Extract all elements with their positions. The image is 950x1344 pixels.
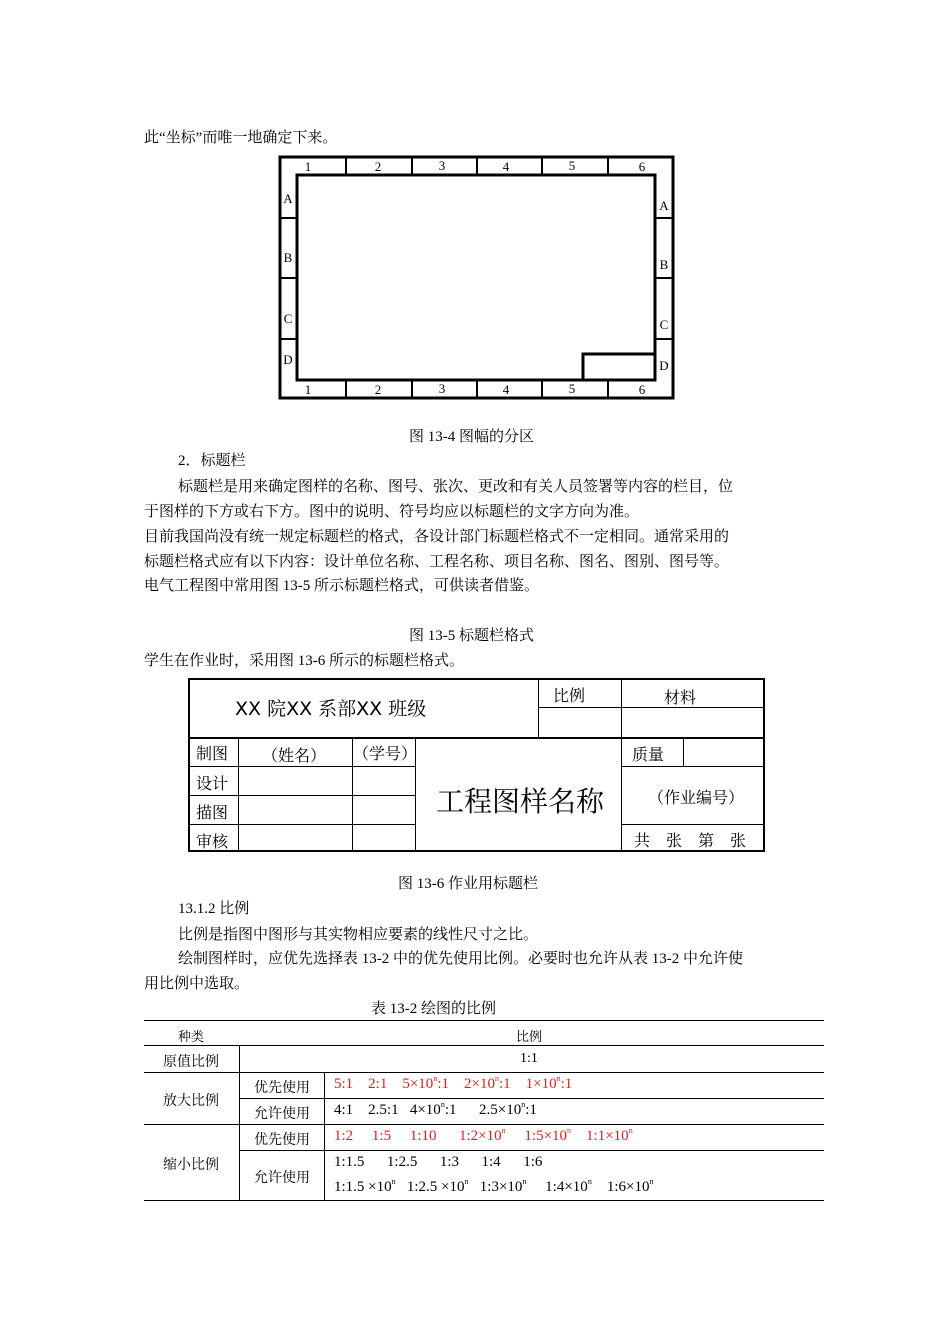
original-scale-label: 原值比例 [163, 1055, 219, 1070]
reduce-allowed-values-line2: 1:1.5 $\times 10^n$ 1:2.5 $\times 10^n$ $1:3\times 10^n$ $1:4\times 10^n$ $1:6\times 10^n$ [334, 1177, 654, 1195]
left-row-b: B [283, 250, 293, 265]
top-col-6: 6 [638, 159, 646, 174]
section-1312-heading: 13.1.2 比例 [178, 901, 250, 917]
title-block [188, 678, 765, 852]
top-col-5: 5 [568, 158, 576, 173]
left-row-a: A [283, 191, 293, 206]
enlarge-allowed-values: 4:1 2.5:1 $4\times 10^n:1$ $2.5\times 10^n:1$ [334, 1100, 537, 1118]
header-kind: 种类 [178, 1029, 205, 1044]
student-id-placeholder: （学号） [353, 744, 418, 763]
para4-line2: 用比例中选取。 [144, 976, 250, 992]
bottom-col-4: 4 [502, 382, 510, 397]
reduce-preferred-values: 1:2 1:5 1:10 $1:2\times 10^n$ $1:5\times 10^n$ $1:1\times 10^n$ [334, 1126, 633, 1144]
original-scale-value: 1:1 [520, 1051, 538, 1066]
enlarge-preferred-values: 5:1 2:1 $5\times 10^n:1$ $2\times 10^n:1$ $1\times 10^n:1$ [334, 1074, 573, 1092]
bottom-col-2: 2 [374, 382, 382, 397]
job-number: （作业编号） [648, 788, 745, 807]
right-row-c: C [659, 317, 669, 332]
left-row-c: C [283, 311, 293, 326]
top-col-2: 2 [374, 159, 382, 174]
para2-line2: 标题栏格式应有以下内容：设计单位名称、工程名称、项目名称、图名、图别、图号等。 [144, 554, 730, 570]
bottom-col-6: 6 [638, 382, 646, 397]
sheets-label: 共 张 第 张 [634, 831, 747, 850]
trace-label: 描图 [196, 803, 229, 822]
frame-zoning-figure [278, 155, 676, 401]
school-class-label: XX 院XX 系部XX 班级 [235, 698, 427, 720]
material-label: 材料 [664, 688, 697, 707]
fig5-caption: 图 13-5 标题栏格式 [409, 628, 534, 644]
reduce-preferred-label: 优先使用 [254, 1133, 310, 1148]
mass-label: 质量 [632, 745, 665, 764]
right-row-d: D [659, 358, 669, 373]
top-col-1: 1 [304, 159, 312, 174]
para2-line1: 目前我国尚没有统一规定标题栏的格式，各设计部门标题栏格式不一定相同。通常采用的 [144, 529, 730, 545]
para1-line2: 于图样的下方或右下方。图中的说明、符号均应以标题栏的文字方向为准。 [144, 504, 640, 520]
scale-label: 比例 [553, 686, 586, 705]
bottom-col-3: 3 [438, 381, 446, 396]
drawn-label: 制图 [196, 744, 229, 763]
section-2-heading: 2．标题栏 [178, 453, 246, 469]
reduce-scale-label: 缩小比例 [163, 1158, 219, 1173]
fig4-caption: 图 13-4 图幅的分区 [409, 429, 534, 445]
student-line: 学生在作业时，采用图 13-6 所示的标题栏格式。 [144, 653, 464, 669]
top-col-3: 3 [438, 158, 446, 173]
top-col-4: 4 [502, 159, 510, 174]
para1-line1: 标题栏是用来确定图样的名称、图号、张次、更改和有关人员签署等内容的栏目，位 [178, 479, 734, 495]
bottom-col-5: 5 [568, 381, 576, 396]
right-row-b: B [659, 257, 669, 272]
reduce-allowed-values-line1: 1:1.5 1:2.5 1:3 1:4 1:6 [334, 1154, 543, 1170]
left-row-d: D [283, 352, 293, 367]
para3: 比例是指图中图形与其实物相应要素的线性尺寸之比。 [178, 927, 539, 943]
header-ratio: 比例 [516, 1029, 543, 1044]
review-label: 审核 [196, 832, 229, 851]
intro-line: 此“坐标”而唯一地确定下来。 [144, 130, 338, 146]
right-row-a: A [659, 198, 669, 213]
design-label: 设计 [196, 774, 229, 793]
enlarge-scale-label: 放大比例 [163, 1094, 219, 1109]
reduce-allowed-label: 允许使用 [254, 1171, 310, 1186]
fig6-caption: 图 13-6 作业用标题栏 [398, 876, 538, 892]
enlarge-preferred-label: 优先使用 [254, 1081, 310, 1096]
para2-line3: 电气工程图中常用图 13-5 所示标题栏格式，可供读者借鉴。 [144, 578, 539, 594]
para4-line1: 绘制图样时，应优先选择表 13-2 中的优先使用比例。必要时也允许从表 13-2 中允许使 [178, 951, 743, 967]
name-placeholder: （姓名） [262, 746, 327, 765]
bottom-col-1: 1 [304, 382, 312, 397]
table-caption: 表 13-2 绘图的比例 [371, 1001, 496, 1017]
drawing-name: 工程图样名称 [436, 785, 605, 818]
enlarge-allowed-label: 允许使用 [254, 1107, 310, 1122]
